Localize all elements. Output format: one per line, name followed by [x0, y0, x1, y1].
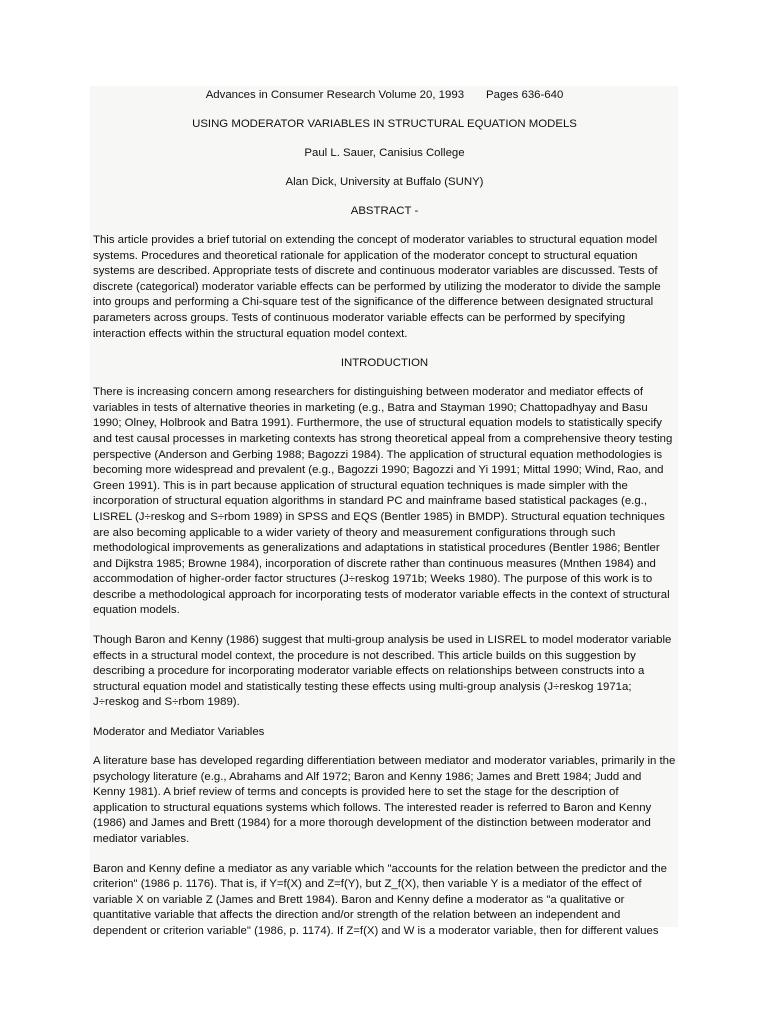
document-page: [90, 86, 678, 937]
author-2: Alan Dick, University at Buffalo (SUNY): [285, 176, 484, 188]
section-paragraph-2: Baron and Kenny define a mediator as any variable which "accounts for the relation between the predictor and the criterion" (1986 p. 1176). That is, if Y=f(X) and Z=f(Y), but Z_f(X), then variable Y is a mediator of the effect of variable X on variable Z (James and Brett 1984). Baron and Kenny define a moderator as "a qualitative or quantitative variable that affects the direction and/or strength of the relation between an independent and dependent or criterion variable" (1986, p. 1174). If Z=f(X) and W is a moderator variable, then for different values: [93, 862, 667, 937]
intro-paragraph-2: Though Baron and Kenny (1986) suggest that multi-group analysis be used in LISREL to model moderator variable effects in a structural model context, the procedure is not described. This article builds on this suggestion by describing a procedure for incorporating moderator variable effects on relationships between constructs into a structural equation model and statistically testing these effects using multi-group analysis (J÷reskog 1971a; J÷reskog and S÷rbom 1989).: [93, 634, 672, 709]
intro-paragraph-1: There is increasing concern among researchers for distinguishing between moderator and mediator effects of variables in tests of alternative theories in marketing (e.g., Batra and Stayman 1990; Chattopadhyay and Basu 1990; Olney, Holbrook and Batra 1991). Furthermore, the use of structural equation models to statistically specify and test causal processes in marketing contexts has strong theoretical appeal from a comprehensive theory testing perspective (Anderson and Gerbing 1988; Bagozzi 1984). The application of structural equation methodologies is becoming more widespread and prevalent (e.g., Bagozzi 1990; Bagozzi and Yi 1991; Mittal 1990; Wind, Rao, and Green 1991). This is in part because application of structural equation techniques is made simpler with the incorporation of structural equation algorithms in standard PC and mainframe based statistical packages (e.g., LISREL (J÷reskog and S÷rbom 1989) in SPSS and EQS (Bentler 1985) in BMDP). Structural equation techniques are also becoming applicable to a wider variety of theory and measurement configurations through such methodological improvements as generalizations and adaptations in statistical procedures (Bentler 1986; Bentler and Dijkstra 1985; Browne 1984), incorporation of discrete rather than continuous measures (Mnthen 1984) and accommodation of higher-order factor structures (J÷reskog 1971b; Weeks 1980). The purpose of this work is to describe a methodological approach for incorporating tests of moderator variable effects in the context of structural equation models.: [93, 386, 673, 617]
page-range: Pages 636-640: [486, 89, 564, 101]
journal-name: Advances in Consumer Research Volume 20, 1993: [205, 89, 465, 101]
journal-header: [93, 88, 676, 103]
author-1: Paul L. Sauer, Canisius College: [304, 147, 465, 159]
paper-title: USING MODERATOR VARIABLES IN STRUCTURAL EQUATION MODELS: [192, 118, 577, 130]
abstract-heading: ABSTRACT -: [350, 205, 419, 217]
abstract-text: This article provides a brief tutorial on extending the concept of moderator variables to structural equation model systems. Procedures and theoretical rationale for application of the moderator concept to structural equation systems are described. Appropriate tests of discrete and continuous moderator variables are discussed. Tests of discrete (categorical) moderator variable effects can be performed by utilizing the moderator to divide the sample into groups and performing a Chi-square test of the significance of the difference between designated structural parameters across groups. Tests of continuous moderator variable effects can be performed by specifying interaction effects within the structural equation model context.: [93, 234, 661, 340]
introduction-heading: INTRODUCTION: [340, 357, 429, 370]
section-paragraph-1: A literature base has developed regarding differentiation between mediator and moderator variables, primarily in the psychology literature (e.g., Abrahams and Alf 1972; Baron and Kenny 1986; James and Brett 1984; Judd and Kenny 1981). A brief review of terms and concepts is provided here to set the stage for the description of application to structural equations systems which follows. The interested reader is referred to Baron and Kenny (1986) and James and Brett (1984) for a more thorough development of the distinction between moderator and mediator variables.: [93, 755, 676, 845]
section-heading: Moderator and Mediator Variables: [93, 726, 265, 739]
